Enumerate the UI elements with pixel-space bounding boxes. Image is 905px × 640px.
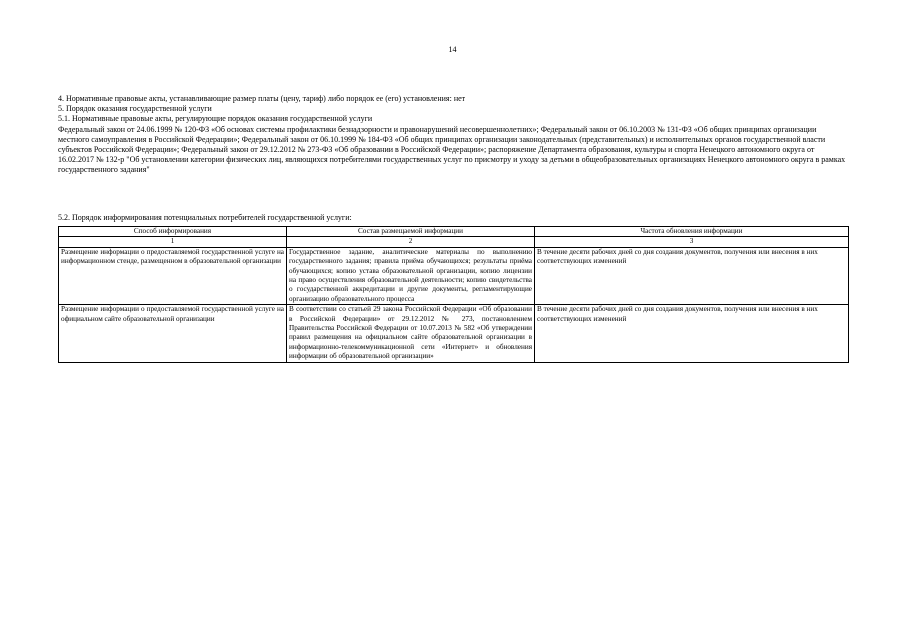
header-information-content: Состав размещаемой информации [287,227,535,237]
cell-update-frequency: В течение десяти рабочих дней со дня создания документов, получения или внесения в них соответствующих изменений [535,247,849,304]
cell-informing-method: Размещение информации о предоставляемой государственной услуге на информационном стенде, размещенном в образовательной организации [59,247,287,304]
column-number: 1 [59,237,287,247]
paragraph-service-procedure: 5. Порядок оказания государственной услуги [58,104,212,114]
paragraph-fee-regulations: 4. Нормативные правовые акты, устанавливающие размер платы (цену, тариф) либо порядок ее (его) установления: нет [58,94,466,103]
paragraph-normative-acts-list: Федеральный закон от 24.06.1999 № 120-ФЗ «Об основах системы профилактики безнадзорности и правонарушений несовершеннолетних»; Федеральный закон от 06.10.2003 № 131-ФЗ «Об общих принципах организации местного самоуправления в Российской Федерации»; Федеральный закон от 06.10.1999 № 184-ФЗ «Об общих принципах организации законодательных (представительных) и исполнительных органов государственной власти субъектов Российской Федерации»; Федеральный закон от 29.12.2012 № 273-ФЗ «Об образовании в Российской Федерации»; распоряжение Департамента образования, культуры и спорта Ненецкого автономного округа от 16.02.2017 № 132-р "Об установлении категории физических лиц, являющихся потребителями государственных услуг по присмотру и уходу за детьми в общеобразовательных организациях Ненецкого автономного округа в рамках государственного задания" [58,124,846,175]
document-body [58,94,848,176]
column-number: 3 [535,237,849,247]
informing-procedure-table [58,226,849,363]
cell-information-content: Государственное задание, аналитические материалы по выполнению государственного задания; правила приёма обучающихся; результаты приёма обучающихся; копию устава образовательной организации, копию лицензии на право осуществления образовательной деятельности; копию свидетельства о государственной аккредитации и другие документы, регламентирующие организацию образовательного процесса [287,247,535,304]
paragraph-normative-acts-heading: 5.1. Нормативные правовые акты, регулирующие порядок оказания государственной услуги [58,114,373,124]
column-number: 2 [287,237,535,247]
page-number: 14 [448,45,457,54]
table-caption: 5.2. Порядок информирования потенциальных потребителей государственной услуги: [58,213,352,222]
table-number-row [59,237,849,247]
table-row [59,247,849,304]
cell-update-frequency: В течение десяти рабочих дней со дня создания документов, получения или внесения в них соответствующих изменений [535,305,849,362]
cell-informing-method: Размещение информации о предоставляемой государственной услуге на официальном сайте образовательной организации [59,305,287,362]
header-informing-method: Способ информирования [59,227,287,237]
header-update-frequency: Частота обновления информации [535,227,849,237]
table-header-row [59,227,849,237]
table-row [59,305,849,362]
cell-information-content: В соответствии со статьей 29 закона Российской Федерации «Об образовании в Российской Федерации» от 29.12.2012 № 273, постановлением Правительства Российской Федерации от 10.07.2013 № 582 «Об утверждении правил размещения на официальном сайте образовательной организации в информационно-телекоммуникационной сети «Интернет» и обновления информации об образовательной организации» [287,305,535,362]
